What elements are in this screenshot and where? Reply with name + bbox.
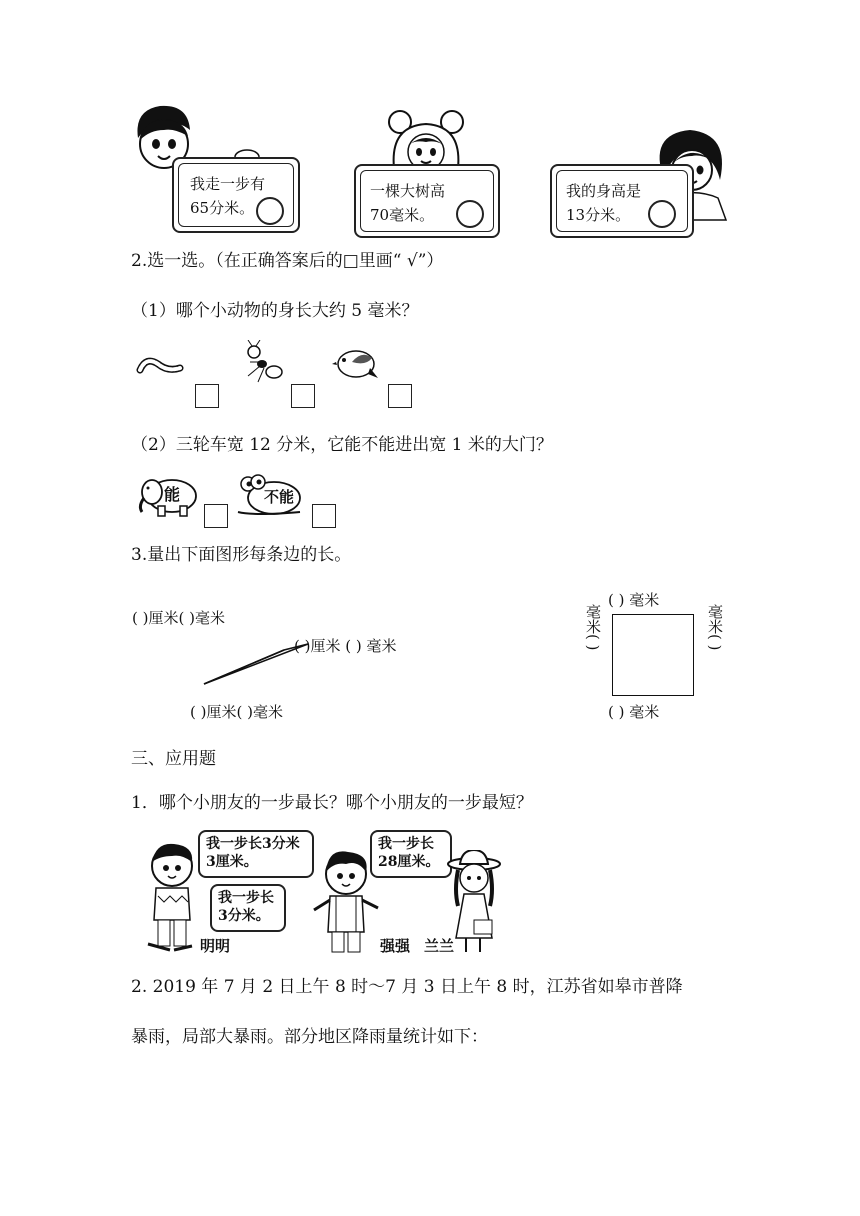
- sign-height-line1: 我的身高是: [566, 182, 642, 200]
- kid-mingming-illustration: [142, 840, 206, 956]
- sign-height-line2: 13分米。: [566, 206, 631, 224]
- answer-box-cannot[interactable]: [312, 504, 336, 528]
- q2-sub2: （2）三轮车宽 12 分米，它能不能进出宽 1 米的大门？: [131, 435, 553, 455]
- sign-tree-line1: 一棵大树高: [370, 182, 446, 200]
- triangle-side-bottom-label: ( )厘米( )毫米: [190, 703, 283, 721]
- speech-bubble-mingming-1: 我一步长3分米 3厘米。: [198, 830, 314, 878]
- section3-q2-line1: 2. 2019 年 7 月 2 日上午 8 时～7 月 3 日上午 8 时，江苏省如皋市普降: [131, 977, 683, 997]
- name-lanlan: 兰兰: [424, 937, 455, 955]
- section3-q2-line2: 暴雨，局部大暴雨。部分地区降雨量统计如下：: [131, 1027, 488, 1047]
- snail-label: 不能: [264, 488, 295, 506]
- triangle-side-right-label: ( )厘米 ( ) 毫米: [294, 637, 397, 655]
- q3-title: 3.量出下面图形每条边的长。: [131, 545, 352, 565]
- section3-title: 三、应用题: [131, 749, 216, 769]
- sign-height: [550, 164, 694, 238]
- square-left-label: 毫米( ): [584, 604, 602, 651]
- square-top-label: ( ) 毫米: [608, 591, 660, 609]
- square-bottom-label: ( ) 毫米: [608, 703, 660, 721]
- speech-bubble-lanlan: 我一步长 28厘米。: [370, 830, 452, 878]
- sign-step-line1: 我走一步有: [190, 175, 266, 193]
- triangle-side-left-label: ( )厘米( )毫米: [132, 609, 225, 627]
- answer-circle[interactable]: [256, 197, 284, 225]
- name-mingming: 明明: [200, 937, 231, 955]
- ant-icon: [238, 340, 286, 386]
- kid-lanlan-illustration: [446, 850, 502, 956]
- elephant-icon: [134, 472, 200, 518]
- sign-step-line2: 65分米。: [190, 199, 255, 217]
- name-qiangqiang: 强强: [380, 937, 411, 955]
- answer-box-can[interactable]: [204, 504, 228, 528]
- sign-step: [172, 157, 300, 233]
- square-shape: [612, 614, 694, 696]
- sign-tree: [354, 164, 500, 238]
- triangle-shape: [200, 640, 320, 690]
- section3-q1: 1．哪个小朋友的一步最长？哪个小朋友的一步最短？: [131, 793, 533, 813]
- worm-icon: [136, 352, 186, 382]
- answer-box-worm[interactable]: [195, 384, 219, 408]
- answer-circle[interactable]: [456, 200, 484, 228]
- bird-icon: [332, 344, 380, 384]
- answer-box-ant[interactable]: [291, 384, 315, 408]
- snail-icon: [234, 472, 304, 518]
- q2-title: 2.选一选。（在正确答案后的□里画“ √”）: [131, 251, 444, 271]
- elephant-label: 能: [164, 485, 181, 504]
- answer-box-bird[interactable]: [388, 384, 412, 408]
- sign-tree-line2: 70毫米。: [370, 206, 435, 224]
- square-right-label: 毫米( ): [706, 604, 724, 651]
- speech-bubble-mingming-2: 我一步长 3分米。: [210, 884, 286, 932]
- answer-circle[interactable]: [648, 200, 676, 228]
- q2-sub1: （1）哪个小动物的身长大约 5 毫米？: [131, 301, 419, 321]
